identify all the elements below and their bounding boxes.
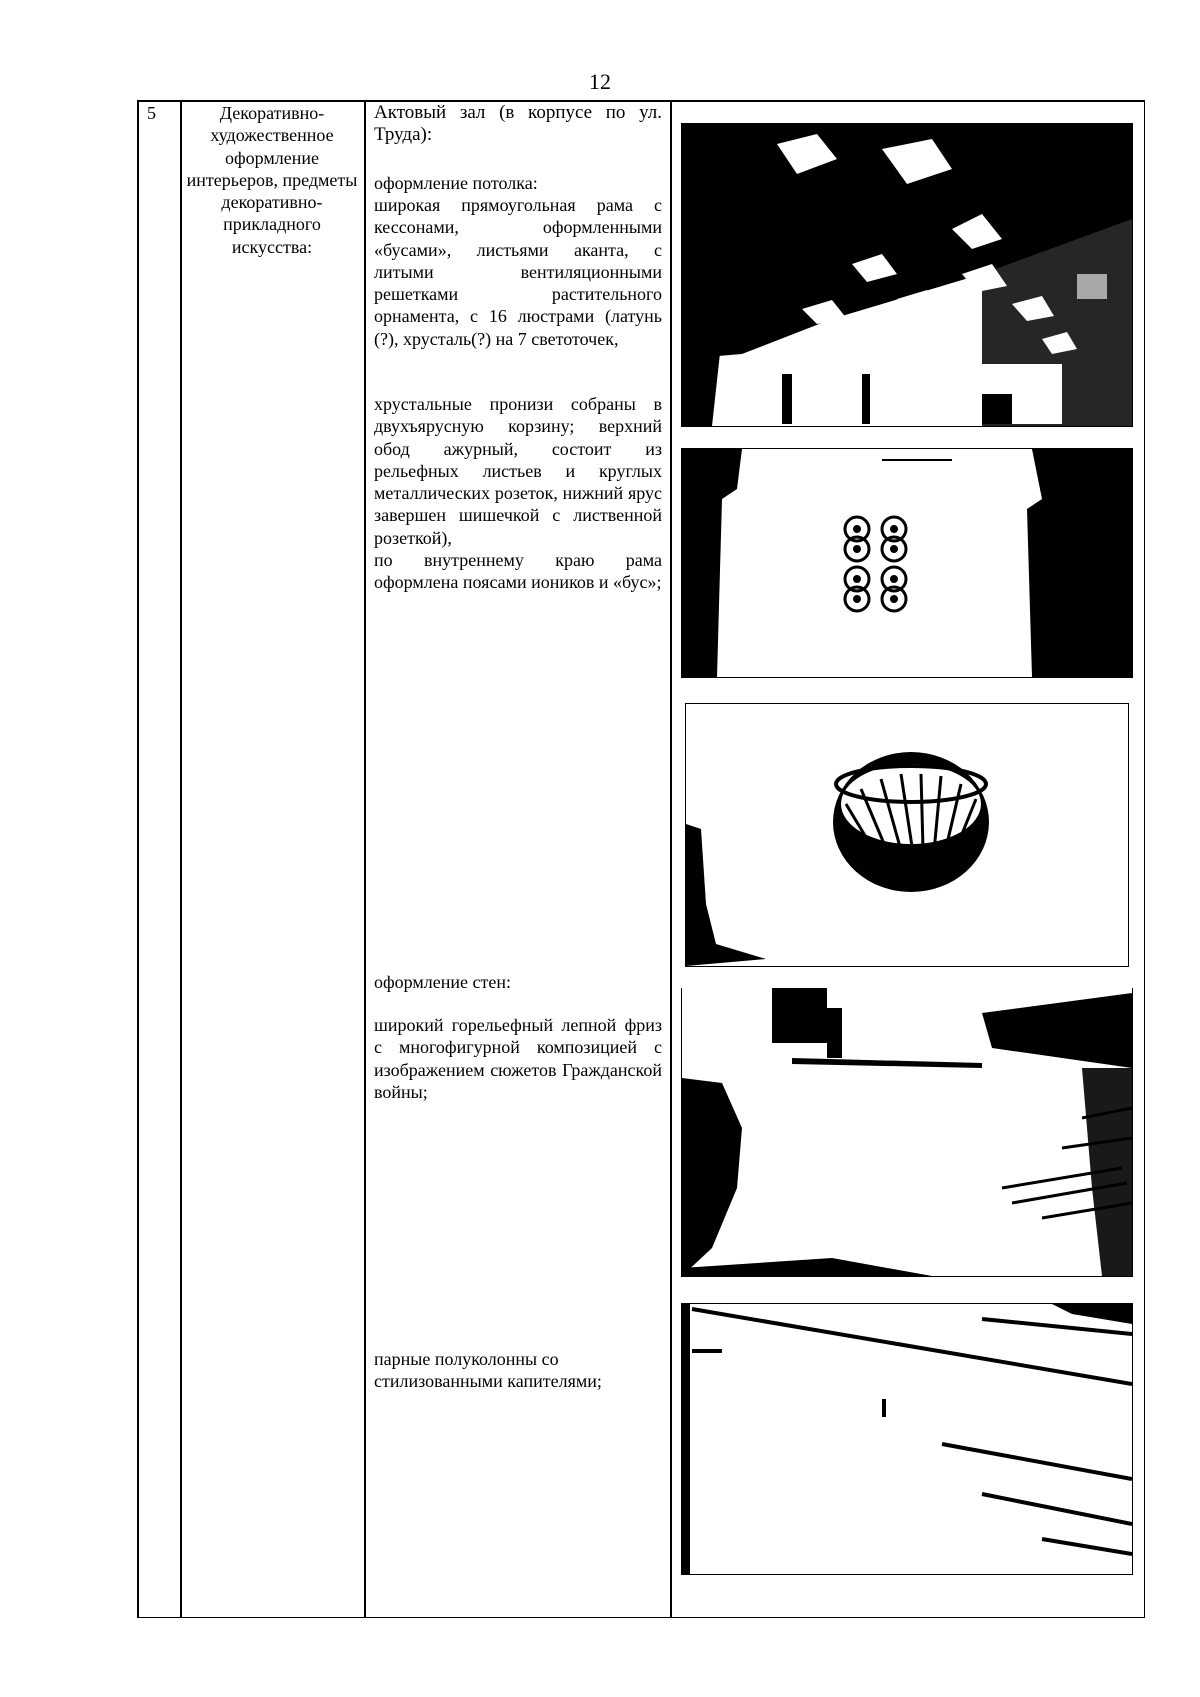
chandelier-description: хрустальные пронизи собраны в двухъярусную корзину; верхний обод ажурный, состоит из рельефных листьев и круглых металлических розеток, нижний ярус завершен шишечкой с лиственной розеткой),	[374, 394, 662, 548]
column-divider-1	[180, 100, 182, 1618]
page-number: 12	[589, 69, 611, 94]
ceiling-heading: оформление потолка:	[374, 173, 538, 193]
frieze-description: широкий горельефный лепной фриз с многофигурной композицией с изображением сюжетов Гражданской войны;	[374, 1015, 662, 1102]
category-cell: Декоративно-художественное оформление интерьеров, предметы декоративно-прикладного искусства:	[186, 103, 358, 257]
column-divider-3	[670, 100, 672, 1618]
vent-grille-photo	[681, 448, 1133, 678]
frame-description: по внутреннему краю рама оформлена поясами иоников и «бус»;	[374, 550, 662, 593]
column-divider-2	[364, 100, 366, 1618]
columns-description: парные полуколонны со стилизованными капителями;	[374, 1349, 602, 1392]
columns-photo	[681, 1303, 1133, 1575]
table-border-bottom	[137, 1617, 1145, 1619]
heritage-table	[137, 100, 1145, 1618]
ceiling-description: широкая прямоугольная рама с кессонами, оформленными «бусами», листьями аканта, с литыми вентиляционными решетками растительного орнамента, с 16 люстрами (латунь (?), хрусталь(?) на 7 светоточек,	[374, 195, 662, 349]
frieze-photo	[681, 988, 1133, 1277]
row-number: 5	[147, 103, 156, 123]
table-border-right	[1144, 100, 1146, 1618]
ceiling-photo	[681, 123, 1133, 427]
walls-heading: оформление стен:	[374, 972, 511, 992]
table-border-left	[137, 100, 139, 1618]
chandelier-photo	[685, 703, 1129, 967]
hall-heading: Актовый зал (в корпусе по ул. Труда):	[374, 102, 662, 146]
